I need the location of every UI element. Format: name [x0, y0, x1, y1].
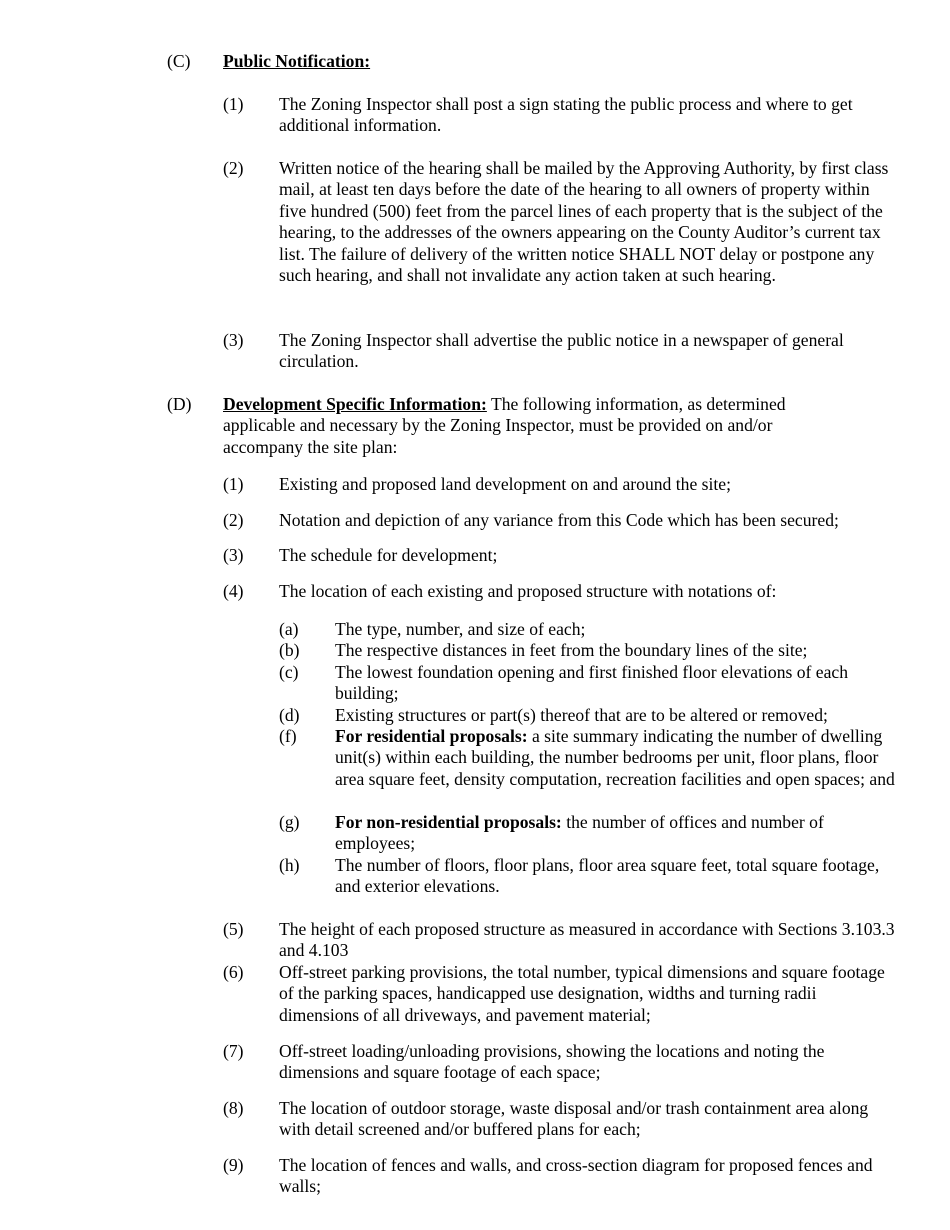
sub-item-text: The lowest foundation opening and first finished floor elevations of each building;: [335, 662, 849, 704]
item-text: Written notice of the hearing shall be mailed by the Approving Authority, by first class mail, at least ten days before the date of the hearing to all owners of property within five hundred (500) feet from the parcel lines of each property that is the subject of the hearing, to the addresses of the owners appearing on the County Auditor’s current tax list. The failure of delivery of the written notice SHALL NOT delay or postpone any such hearing, and shall not invalidate any action taken at such hearing.: [279, 158, 889, 286]
section-c-marker: (C): [167, 51, 191, 71]
section-d-heading: Development Specific Information:: [223, 394, 487, 414]
sub-item-marker: (h): [279, 855, 300, 875]
item-text: Existing and proposed land development on and around the site;: [279, 474, 731, 494]
item-text: Off-street loading/unloading provisions, showing the locations and noting the dimensions and square footage of each space;: [279, 1041, 825, 1083]
item-marker: (3): [223, 545, 244, 565]
sub-item-text: For residential proposals: a site summary indicating the number of dwelling unit(s) within each building, the number bedrooms per unit, floor plans, floor area square feet, density computation, recreation facilities and open spaces; and: [335, 726, 895, 789]
sub-item-lead: For non-residential proposals:: [335, 812, 562, 832]
sub-item-text: For non-residential proposals: the number of offices and number of employees;: [335, 812, 824, 854]
item-marker: (5): [223, 919, 244, 939]
item-text: Off-street parking provisions, the total number, typical dimensions and square footage of the parking spaces, handicapped use designation, widths and turning radii dimensions of all driveways, and pavement material;: [279, 962, 885, 1025]
item-marker: (2): [223, 510, 244, 530]
item-text: The height of each proposed structure as measured in accordance with Sections 3.103.3 and 4.103: [279, 919, 895, 961]
section-d-marker: (D): [167, 394, 192, 414]
sub-item-marker: (b): [279, 640, 300, 660]
item-text: Notation and depiction of any variance from this Code which has been secured;: [279, 510, 839, 530]
item-marker: (4): [223, 581, 244, 601]
sub-item-lead: For residential proposals:: [335, 726, 528, 746]
item-marker: (7): [223, 1041, 244, 1061]
item-marker: (8): [223, 1098, 244, 1118]
sub-item-text: The number of floors, floor plans, floor area square feet, total square footage, and exterior elevations.: [335, 855, 880, 897]
item-text: The location of fences and walls, and cross-section diagram for proposed fences and walls;: [279, 1155, 873, 1197]
section-c-heading: Public Notification:: [223, 51, 371, 71]
sub-item-marker: (g): [279, 812, 300, 832]
sub-item-marker: (c): [279, 662, 299, 682]
item-text: The Zoning Inspector shall post a sign stating the public process and where to get additional information.: [279, 94, 853, 136]
item-marker: (1): [223, 94, 244, 114]
sub-item-text: Existing structures or part(s) thereof that are to be altered or removed;: [335, 705, 828, 725]
sub-item-text: The type, number, and size of each;: [335, 619, 586, 639]
item-text: The Zoning Inspector shall advertise the public notice in a newspaper of general circulation.: [279, 330, 844, 372]
section-d-intro: [223, 394, 843, 458]
item-text: The schedule for development;: [279, 545, 498, 565]
section-d-intro-text: The following information, as determined applicable and necessary by the Zoning Inspector, must be provided on and/or accompany the site plan:: [223, 394, 786, 457]
item-marker: (3): [223, 330, 244, 350]
item-text: The location of each existing and proposed structure with notations of:: [279, 581, 777, 601]
sub-item-text: The respective distances in feet from the boundary lines of the site;: [335, 640, 808, 660]
sub-item-marker: (f): [279, 726, 297, 746]
item-marker: (9): [223, 1155, 244, 1175]
item-marker: (1): [223, 474, 244, 494]
sub-item-marker: (a): [279, 619, 299, 639]
sub-item-marker: (d): [279, 705, 300, 725]
item-marker: (2): [223, 158, 244, 178]
item-marker: (6): [223, 962, 244, 982]
item-text: The location of outdoor storage, waste disposal and/or trash containment area along with detail screened and/or buffered plans for each;: [279, 1098, 869, 1140]
